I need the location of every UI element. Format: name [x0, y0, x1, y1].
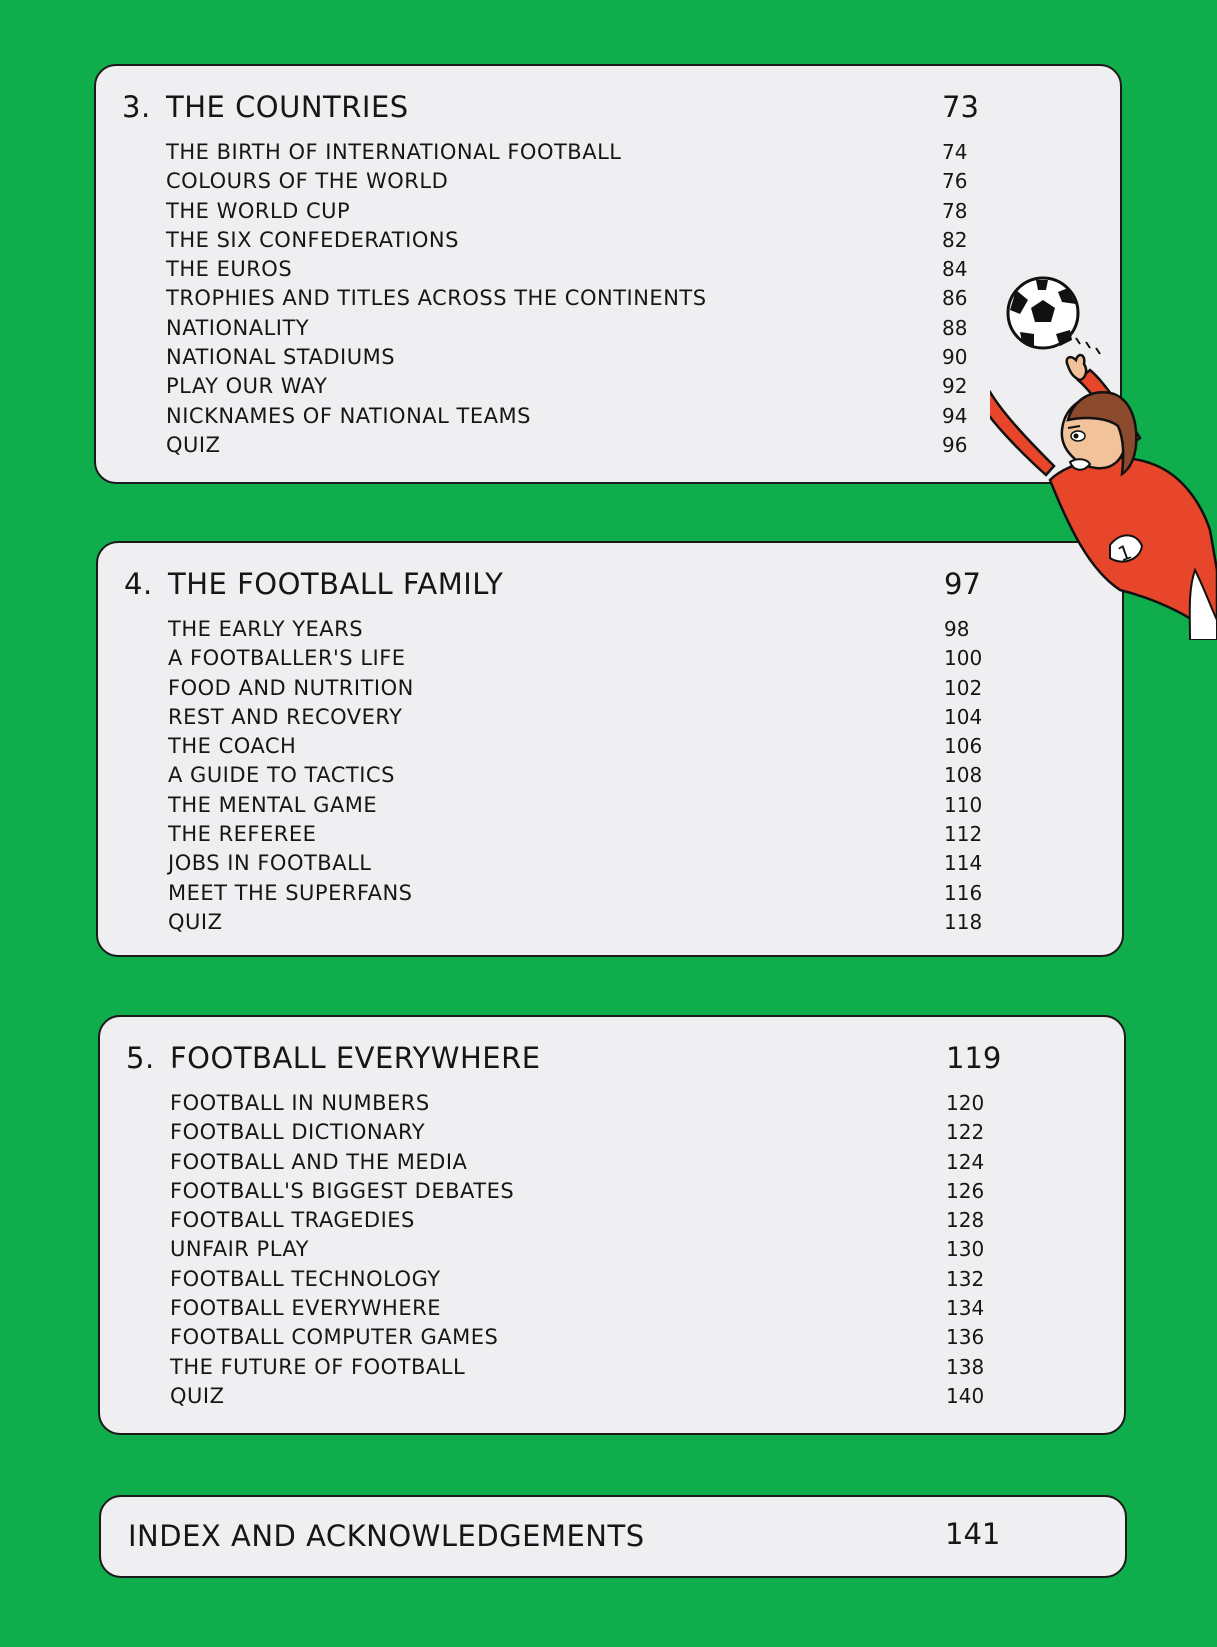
entry-title: TROPHIES AND TITLES ACROSS THE CONTINENTS [166, 286, 707, 311]
list-item[interactable] [168, 676, 1028, 705]
entry-page: 82 [942, 227, 968, 252]
section-3-panel [94, 64, 1122, 484]
entry-title: QUIZ [168, 909, 223, 934]
section-number: 4. [124, 567, 153, 601]
entry-title: COLOURS OF THE WORLD [166, 169, 449, 194]
entry-page: 120 [946, 1091, 985, 1115]
entry-page: 86 [942, 286, 968, 311]
list-item[interactable] [168, 910, 1028, 939]
list-item[interactable] [168, 705, 1028, 734]
entry-page: 136 [946, 1325, 985, 1350]
index-page-number: 141 [945, 1517, 1001, 1551]
entry-title: FOOTBALL EVERYWHERE [170, 1296, 441, 1321]
entry-title: QUIZ [170, 1383, 225, 1408]
section-page-number: 97 [944, 567, 981, 601]
entry-list [168, 617, 1028, 939]
entry-title: FOOTBALL TRAGEDIES [170, 1208, 415, 1233]
list-item[interactable] [166, 316, 1026, 345]
index-title: INDEX AND ACKNOWLEDGEMENTS [128, 1519, 645, 1553]
entry-title: THE REFEREE [168, 822, 317, 847]
entry-page: 90 [942, 345, 968, 370]
entry-list [170, 1091, 1030, 1413]
list-item[interactable] [170, 1179, 1030, 1208]
entry-title: NATIONALITY [166, 315, 310, 340]
list-item[interactable] [170, 1150, 1030, 1179]
entry-page: 104 [944, 704, 983, 729]
entry-list [166, 140, 1026, 462]
list-item[interactable] [168, 851, 1028, 880]
list-item[interactable] [170, 1237, 1030, 1266]
entry-page: 92 [942, 374, 968, 399]
entry-title: THE MENTAL GAME [168, 792, 378, 817]
section-5-panel [98, 1015, 1126, 1435]
entry-page: 78 [942, 198, 968, 223]
list-item[interactable] [170, 1325, 1030, 1354]
entry-title: QUIZ [166, 432, 221, 457]
entry-page: 112 [944, 822, 983, 847]
entry-page: 130 [946, 1237, 985, 1262]
glove-right-icon [1067, 355, 1086, 380]
entry-title: THE FUTURE OF FOOTBALL [170, 1354, 466, 1379]
list-item[interactable] [168, 763, 1028, 792]
list-item[interactable] [170, 1355, 1030, 1384]
entry-page: 94 [942, 403, 968, 428]
entry-page: 138 [946, 1354, 985, 1379]
entry-title: THE SIX CONFEDERATIONS [166, 227, 459, 252]
entry-title: THE WORLD CUP [166, 198, 351, 223]
list-item[interactable] [166, 404, 1026, 433]
list-item[interactable] [168, 617, 1028, 646]
entry-page: 140 [946, 1383, 985, 1408]
list-item[interactable] [170, 1267, 1030, 1296]
list-item[interactable] [168, 646, 1028, 675]
list-item[interactable] [166, 228, 1026, 257]
entry-title: NICKNAMES OF NATIONAL TEAMS [166, 403, 531, 428]
entry-title: FOOD AND NUTRITION [168, 675, 414, 700]
entry-title: FOOTBALL IN NUMBERS [170, 1091, 430, 1115]
goalkeeper-head [1062, 392, 1136, 474]
entry-page: 108 [944, 763, 983, 788]
section-page-number: 119 [946, 1041, 1002, 1075]
list-item[interactable] [168, 734, 1028, 763]
section-title: THE COUNTRIES [166, 90, 409, 124]
football-icon [1008, 278, 1078, 348]
list-item[interactable] [166, 374, 1026, 403]
arm-left [990, 392, 1054, 475]
entry-page: 124 [946, 1149, 985, 1174]
list-item[interactable] [166, 140, 1026, 169]
entry-title: FOOTBALL COMPUTER GAMES [170, 1325, 499, 1350]
list-item[interactable] [170, 1296, 1030, 1325]
list-item[interactable] [166, 199, 1026, 228]
entry-title: FOOTBALL TECHNOLOGY [170, 1266, 441, 1291]
entry-title: THE EUROS [166, 257, 293, 282]
entry-page: 126 [946, 1178, 985, 1203]
section-4-panel [96, 541, 1124, 957]
list-item[interactable] [168, 881, 1028, 910]
section-title: THE FOOTBALL FAMILY [168, 567, 504, 601]
entry-page: 74 [942, 140, 968, 164]
shirt-number: 1 [1114, 539, 1135, 567]
entry-page: 100 [944, 646, 983, 671]
entry-page: 84 [942, 257, 968, 282]
entry-page: 102 [944, 675, 983, 700]
list-item[interactable] [170, 1120, 1030, 1149]
entry-title: A FOOTBALLER'S LIFE [168, 646, 406, 671]
list-item[interactable] [166, 257, 1026, 286]
entry-title: FOOTBALL DICTIONARY [170, 1120, 426, 1145]
entry-page: 122 [946, 1120, 985, 1145]
entry-page: 106 [944, 734, 983, 759]
entry-page: 118 [944, 909, 983, 934]
list-item[interactable] [166, 433, 1026, 462]
entry-title: THE COACH [168, 734, 297, 759]
entry-title: THE EARLY YEARS [168, 617, 364, 641]
list-item[interactable] [166, 345, 1026, 374]
entry-title: UNFAIR PLAY [170, 1237, 309, 1262]
entry-title: THE BIRTH OF INTERNATIONAL FOOTBALL [166, 140, 622, 164]
list-item[interactable] [170, 1091, 1030, 1120]
entry-page: 88 [942, 315, 968, 340]
entry-title: MEET THE SUPERFANS [168, 880, 413, 905]
index-panel[interactable] [99, 1495, 1127, 1578]
entry-title: PLAY OUR WAY [166, 374, 328, 399]
section-page-number: 73 [942, 90, 979, 124]
goalkeeper-illustration [990, 270, 1217, 640]
entry-page: 98 [944, 617, 970, 641]
entry-title: REST AND RECOVERY [168, 704, 403, 729]
entry-title: JOBS IN FOOTBALL [168, 851, 372, 876]
entry-page: 116 [944, 880, 983, 905]
entry-title: A GUIDE TO TACTICS [168, 763, 395, 788]
entry-page: 134 [946, 1296, 985, 1321]
list-item[interactable] [170, 1208, 1030, 1237]
entry-title: FOOTBALL AND THE MEDIA [170, 1149, 468, 1174]
list-item[interactable] [166, 286, 1026, 315]
section-number: 3. [122, 90, 151, 124]
entry-title: NATIONAL STADIUMS [166, 345, 396, 370]
list-item[interactable] [166, 169, 1026, 198]
list-item[interactable] [168, 822, 1028, 851]
entry-page: 128 [946, 1208, 985, 1233]
entry-title: FOOTBALL'S BIGGEST DEBATES [170, 1178, 515, 1203]
list-item[interactable] [168, 793, 1028, 822]
entry-page: 114 [944, 851, 983, 876]
section-number: 5. [126, 1041, 155, 1075]
section-title: FOOTBALL EVERYWHERE [170, 1041, 541, 1075]
entry-page: 76 [942, 169, 968, 194]
entry-page: 132 [946, 1266, 985, 1291]
entry-page: 110 [944, 792, 983, 817]
entry-page: 96 [942, 432, 968, 457]
list-item[interactable] [170, 1384, 1030, 1413]
